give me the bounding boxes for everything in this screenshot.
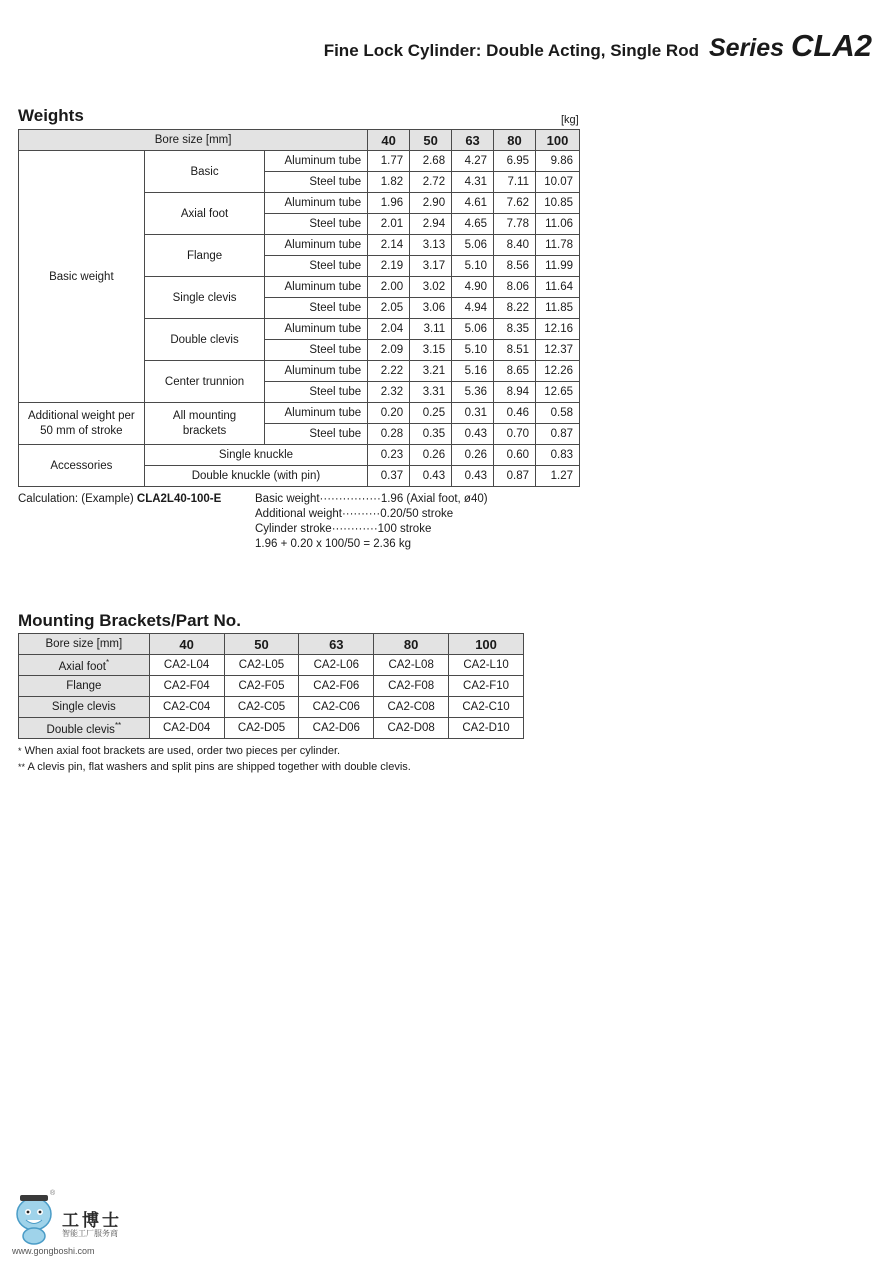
weight-value: 2.94 (410, 214, 452, 235)
calculation-label: Calculation: (Example) (18, 493, 134, 505)
calculation-line: 1.96 + 0.20 x 100/50 = 2.36 kg (255, 538, 412, 550)
weight-value: 6.95 (494, 151, 536, 172)
weight-value: 8.22 (494, 298, 536, 319)
note-mark: ** (18, 762, 26, 772)
weight-value: 2.09 (368, 340, 410, 361)
weight-value: 0.31 (452, 403, 494, 424)
part-number: CA2-D10 (449, 718, 524, 739)
mount-type-label: Center trunnion (144, 361, 265, 403)
weight-value: 0.43 (452, 424, 494, 445)
watermark-tagline: 智能工厂服务商 (62, 1229, 118, 1238)
calculation-lines (255, 492, 488, 552)
weight-value: 8.94 (494, 382, 536, 403)
weight-value: 12.26 (536, 361, 580, 382)
brackets-title: Mounting Brackets/Part No. (18, 611, 241, 630)
weight-value: 2.04 (368, 319, 410, 340)
part-number: CA2-L10 (449, 655, 524, 676)
weight-value: 4.65 (452, 214, 494, 235)
all-mounting-brackets-label-line2: brackets (182, 424, 227, 437)
weight-value: 0.87 (494, 466, 536, 487)
tube-type-label: Aluminum tube (265, 361, 368, 382)
weight-value: 0.83 (536, 445, 580, 466)
bore-size-40: 40 (368, 130, 410, 151)
part-number: CA2-C05 (224, 697, 299, 718)
tube-type-label: Aluminum tube (265, 235, 368, 256)
weight-value: 4.27 (452, 151, 494, 172)
weight-value: 0.60 (494, 445, 536, 466)
bracket-name-text: Single clevis (51, 701, 116, 713)
additional-weight-label (19, 403, 145, 445)
table-row (19, 697, 524, 718)
weight-value: 11.99 (536, 256, 580, 277)
weight-value: 5.10 (452, 340, 494, 361)
weights-header-row (19, 130, 580, 151)
weight-value: 0.26 (452, 445, 494, 466)
additional-weight-label-line1: Additional weight per (27, 409, 135, 422)
part-number: CA2-D05 (224, 718, 299, 739)
note-text: When axial foot brackets are used, order two pieces per cylinder. (24, 745, 341, 757)
bracket-name (19, 718, 150, 739)
part-number: CA2-L04 (149, 655, 224, 676)
bore-size-50: 50 (410, 130, 452, 151)
bore-size-100: 100 (449, 634, 524, 655)
mount-type-label: Basic (144, 151, 265, 193)
mount-type-label: Flange (144, 235, 265, 277)
weight-value: 8.51 (494, 340, 536, 361)
watermark-url: www.gongboshi.com (12, 1246, 95, 1256)
tube-type-label: Aluminum tube (265, 193, 368, 214)
tube-type-label: Steel tube (265, 214, 368, 235)
weight-value: 0.23 (368, 445, 410, 466)
part-number: CA2-F04 (149, 676, 224, 697)
weight-value: 3.06 (410, 298, 452, 319)
footnote-mark: ** (114, 720, 122, 730)
weight-value: 0.70 (494, 424, 536, 445)
bracket-name-text: Double clevis (46, 723, 115, 736)
weight-value: 12.65 (536, 382, 580, 403)
weight-value: 0.26 (410, 445, 452, 466)
weight-value: 4.61 (452, 193, 494, 214)
weight-value: 8.40 (494, 235, 536, 256)
weight-value: 7.62 (494, 193, 536, 214)
weight-value: 0.43 (452, 466, 494, 487)
table-row (19, 718, 524, 739)
weight-value: 11.64 (536, 277, 580, 298)
note-axial-foot (18, 743, 411, 759)
weight-value: 5.16 (452, 361, 494, 382)
mascot-icon (10, 1190, 58, 1248)
registered-mark: ® (50, 1190, 56, 1197)
part-number: CA2-D06 (299, 718, 374, 739)
weight-value: 2.32 (368, 382, 410, 403)
weight-value: 0.25 (410, 403, 452, 424)
weight-value: 2.01 (368, 214, 410, 235)
weight-value: 3.31 (410, 382, 452, 403)
bore-size-63: 63 (452, 130, 494, 151)
weight-value: 0.35 (410, 424, 452, 445)
weight-value: 3.17 (410, 256, 452, 277)
weight-value: 2.14 (368, 235, 410, 256)
weights-table (18, 129, 580, 487)
mount-type-label: Axial foot (144, 193, 265, 235)
weight-value: 2.05 (368, 298, 410, 319)
weight-value: 7.78 (494, 214, 536, 235)
weight-value: 2.90 (410, 193, 452, 214)
weight-value: 5.06 (452, 235, 494, 256)
calculation-line: Additional weight··········0.20/50 stroke (255, 508, 454, 520)
weight-value: 12.37 (536, 340, 580, 361)
table-row (19, 403, 580, 424)
part-number: CA2-L05 (224, 655, 299, 676)
part-number: CA2-C10 (449, 697, 524, 718)
weight-value: 0.20 (368, 403, 410, 424)
weight-value: 2.68 (410, 151, 452, 172)
bore-size-50: 50 (224, 634, 299, 655)
tube-type-label: Steel tube (265, 256, 368, 277)
watermark-brand: 工博士 (62, 1211, 122, 1230)
part-number: CA2-C04 (149, 697, 224, 718)
part-number: CA2-F10 (449, 676, 524, 697)
weight-value: 8.06 (494, 277, 536, 298)
table-row (19, 445, 580, 466)
bracket-name (19, 697, 150, 718)
weight-value: 4.31 (452, 172, 494, 193)
series-word: Series (708, 34, 785, 62)
tube-type-label: Steel tube (265, 298, 368, 319)
weight-value: 10.85 (536, 193, 580, 214)
weights-title: Weights (18, 106, 84, 125)
part-number: CA2-C06 (299, 697, 374, 718)
bore-size-40: 40 (149, 634, 224, 655)
weight-value: 4.94 (452, 298, 494, 319)
tube-type-label: Aluminum tube (265, 319, 368, 340)
weight-value: 1.96 (368, 193, 410, 214)
weight-value: 9.86 (536, 151, 580, 172)
table-row (19, 151, 580, 172)
part-number: CA2-C08 (374, 697, 449, 718)
brackets-table (18, 633, 524, 739)
weight-value: 0.28 (368, 424, 410, 445)
part-number: CA2-D08 (374, 718, 449, 739)
weight-value: 3.15 (410, 340, 452, 361)
weight-value: 11.78 (536, 235, 580, 256)
weight-value: 0.58 (536, 403, 580, 424)
weight-value: 0.87 (536, 424, 580, 445)
weight-value: 2.19 (368, 256, 410, 277)
weight-value: 3.13 (410, 235, 452, 256)
weight-value: 2.22 (368, 361, 410, 382)
calculation-prefix (18, 492, 221, 507)
all-mounting-brackets-label (144, 403, 265, 445)
weight-value: 11.85 (536, 298, 580, 319)
weight-value: 1.82 (368, 172, 410, 193)
tube-type-label: Steel tube (265, 382, 368, 403)
table-row (19, 676, 524, 697)
weight-value: 5.06 (452, 319, 494, 340)
table-row (19, 655, 524, 676)
weight-value: 5.10 (452, 256, 494, 277)
weight-value: 11.06 (536, 214, 580, 235)
bore-size-80: 80 (374, 634, 449, 655)
weight-value: 0.46 (494, 403, 536, 424)
weight-value: 1.77 (368, 151, 410, 172)
calculation-model: CLA2L40-100-E (136, 493, 222, 505)
weight-value: 8.35 (494, 319, 536, 340)
weight-value: 2.72 (410, 172, 452, 193)
note-double-clevis (18, 759, 411, 775)
bracket-name (19, 676, 150, 697)
page-header (324, 28, 872, 64)
weight-value: 7.11 (494, 172, 536, 193)
tube-type-label: Steel tube (265, 172, 368, 193)
bracket-notes (18, 743, 411, 775)
weight-value: 3.21 (410, 361, 452, 382)
accessory-name: Double knuckle (with pin) (144, 466, 367, 487)
weight-value: 1.27 (536, 466, 580, 487)
part-number: CA2-F06 (299, 676, 374, 697)
accessories-label: Accessories (19, 445, 145, 487)
note-mark: * (18, 746, 22, 756)
series-code: CLA2 (791, 28, 872, 63)
footnote-mark: * (105, 657, 110, 667)
bracket-name-text: Flange (66, 680, 102, 692)
bore-size-63: 63 (299, 634, 374, 655)
tube-type-label: Aluminum tube (265, 151, 368, 172)
part-number: CA2-L06 (299, 655, 374, 676)
note-text: A clevis pin, flat washers and split pins are shipped together with double clevis. (27, 761, 411, 773)
mount-type-label: Double clevis (144, 319, 265, 361)
basic-weight-label: Basic weight (19, 151, 145, 403)
page-subtitle: Fine Lock Cylinder: Double Acting, Single Rod (323, 41, 699, 60)
weight-value: 0.37 (368, 466, 410, 487)
bore-size-80: 80 (494, 130, 536, 151)
calculation-line: Cylinder stroke············100 stroke (255, 523, 432, 535)
weight-value: 5.36 (452, 382, 494, 403)
bore-size-header: Bore size [mm] (19, 634, 150, 655)
part-number: CA2-F08 (374, 676, 449, 697)
part-number: CA2-L08 (374, 655, 449, 676)
weight-value: 3.11 (410, 319, 452, 340)
weight-value: 0.43 (410, 466, 452, 487)
tube-type-label: Steel tube (265, 424, 368, 445)
weight-value: 8.56 (494, 256, 536, 277)
bracket-name-text: Axial foot (58, 660, 106, 673)
weight-value: 10.07 (536, 172, 580, 193)
tube-type-label: Steel tube (265, 340, 368, 361)
weight-value: 4.90 (452, 277, 494, 298)
bracket-name (19, 655, 150, 676)
mount-type-label: Single clevis (144, 277, 265, 319)
tube-type-label: Aluminum tube (265, 403, 368, 424)
weight-value: 12.16 (536, 319, 580, 340)
part-number: CA2-D04 (149, 718, 224, 739)
weight-value: 3.02 (410, 277, 452, 298)
brackets-header-row (19, 634, 524, 655)
all-mounting-brackets-label-line1: All mounting (172, 409, 237, 422)
additional-weight-label-line2: 50 mm of stroke (40, 424, 123, 437)
weight-value: 2.00 (368, 277, 410, 298)
weights-unit: [kg] (561, 114, 579, 126)
accessory-name: Single knuckle (144, 445, 367, 466)
bore-size-header: Bore size [mm] (19, 130, 368, 151)
part-number: CA2-F05 (224, 676, 299, 697)
watermark-logo (10, 1190, 150, 1260)
calculation-line: Basic weight················1.96 (Axial foot, ø40) (255, 493, 488, 505)
weight-value: 8.65 (494, 361, 536, 382)
bore-size-100: 100 (536, 130, 580, 151)
tube-type-label: Aluminum tube (265, 277, 368, 298)
